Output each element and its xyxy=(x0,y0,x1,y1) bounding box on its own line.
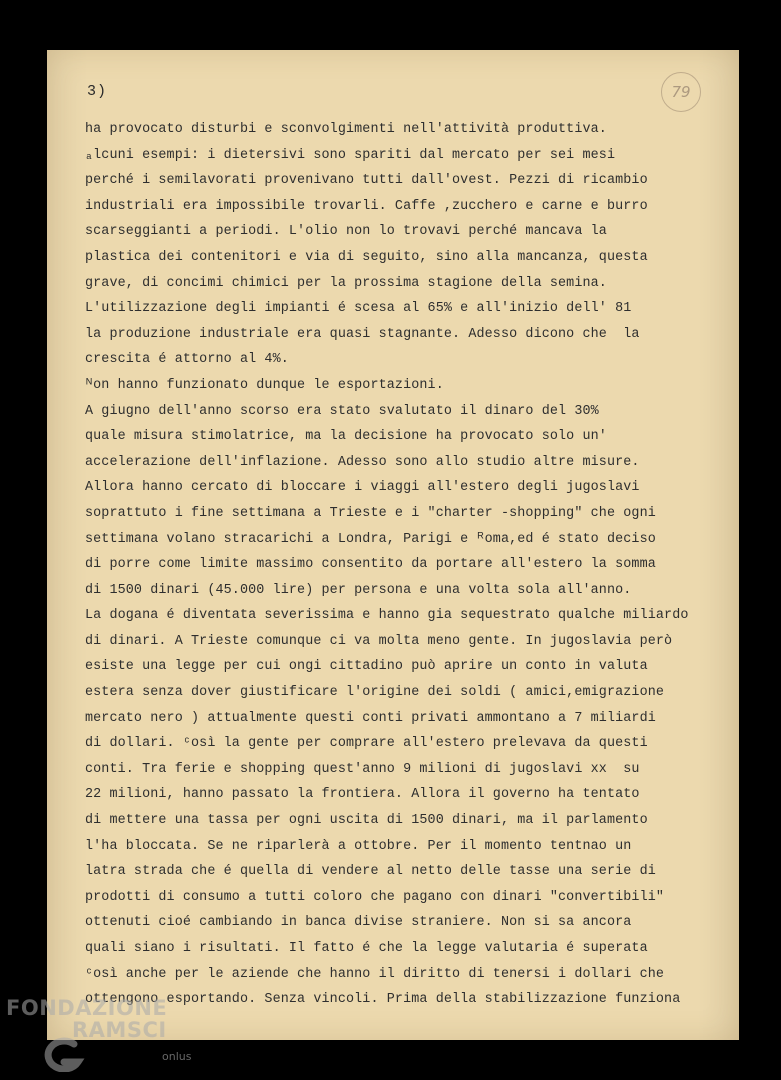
text-line: quale misura stimolatrice, ma la decisione ha provocato solo un' xyxy=(85,429,607,445)
text-line: soprattuto i fine settimana a Trieste e i "charter -shopping" che ogni xyxy=(85,505,656,521)
pencil-page-mark: 79 xyxy=(661,72,701,112)
text-line: grave, di concimi chimici per la prossima stagione della semina. xyxy=(85,275,607,291)
text-line: mercato nero ) attualmente questi conti privati ammontano a 7 miliardi xyxy=(85,710,656,726)
text-line: ha provocato disturbi e sconvolgimenti nell'attività produttiva. xyxy=(85,122,607,137)
text-line: L'utilizzazione degli impianti é scesa al 65% e all'inizio dell' 81 xyxy=(85,301,632,317)
text-line: quali siano i risultati. Il fatto é che la legge valutaria é superata xyxy=(85,941,648,956)
text-line: perché i semilavorati provenivano tutti dall'ovest. Pezzi di ricambio xyxy=(85,173,648,189)
watermark-line-2: RAMSCI xyxy=(72,1018,167,1042)
typewritten-body xyxy=(85,117,735,1013)
text-line: ottenuti cioé cambiando in banca divise straniere. Non si sa ancora xyxy=(85,915,632,931)
watermark-suffix: onlus xyxy=(162,1050,192,1063)
page-number: 3) xyxy=(87,83,108,100)
text-line: industriali era impossibile trovarli. Caffe ,zucchero e carne e burro xyxy=(85,198,648,214)
text-line: scarseggianti a periodi. L'olio non lo trovavi perché mancava la xyxy=(85,224,607,240)
text-line: estera senza dover giustificare l'origine dei soldi ( amici,emigrazione xyxy=(85,685,665,701)
text-line: latra strada che é quella di vendere al netto delle tasse una serie di xyxy=(85,864,656,880)
text-line: conti. Tra ferie e shopping quest'anno 9 milioni di jugoslavi xx su xyxy=(85,761,640,777)
watermark-line-1: FONDAZIONE xyxy=(6,996,168,1020)
text-line: la produzione industriale era quasi stagnante. Adesso dicono che la xyxy=(85,326,640,342)
text-line: di dollari. ᶜosì la gente per comprare all'estero prelevava da questi xyxy=(85,736,648,752)
text-line: di dinari. A Trieste comunque ci va molta meno gente. In jugoslavia però xyxy=(85,633,673,649)
archive-watermark xyxy=(6,996,206,1076)
text-line: ᴺon hanno funzionato dunque le esportazioni. xyxy=(85,377,444,393)
text-line: esiste una legge per cui ongi cittadino può aprire un conto in valuta xyxy=(85,659,648,675)
text-line: di porre come limite massimo consentito da portare all'estero la somma xyxy=(85,557,656,573)
text-line: ₐlcuni esempi: i dietersivi sono spariti dal mercato per sei mesi xyxy=(85,147,616,163)
text-line: A giugno dell'anno scorso era stato svalutato il dinaro del 30% xyxy=(85,403,599,419)
text-line: La dogana é diventata severissima e hanno gia sequestrato qualche miliardo xyxy=(85,608,689,624)
text-line: crescita é attorno al 4%. xyxy=(85,352,289,368)
text-line: ottengono esportando. Senza vincoli. Prima della stabilizzazione funziona xyxy=(85,992,681,1008)
text-line: ᶜosì anche per le aziende che hanno il diritto di tenersi i dollari che xyxy=(85,966,665,982)
text-line: Allora hanno cercato di bloccare i viaggi all'estero degli jugoslavi xyxy=(85,480,640,496)
text-line: settimana volano stracarichi a Londra, Parigi e ᴿoma,ed é stato deciso xyxy=(85,531,656,547)
text-line: plastica dei contenitori e via di seguito, sino alla mancanza, questa xyxy=(85,249,648,265)
typed-page xyxy=(47,50,739,1040)
text-line: prodotti di consumo a tutti coloro che pagano con dinari "convertibili" xyxy=(85,889,665,905)
text-line: accelerazione dell'inflazione. Adesso sono allo studio altre misure. xyxy=(85,454,640,470)
text-line: 22 milioni, hanno passato la frontiera. Allora il governo ha tentato xyxy=(85,787,640,803)
text-line: di 1500 dinari (45.000 lire) per persona e una volta sola all'anno. xyxy=(85,582,632,598)
text-line: l'ha bloccata. Se ne riparlerà a ottobre. Per il momento tentnao un xyxy=(85,838,632,854)
text-line: di mettere una tassa per ogni uscita di 1500 dinari, ma il parlamento xyxy=(85,813,648,829)
